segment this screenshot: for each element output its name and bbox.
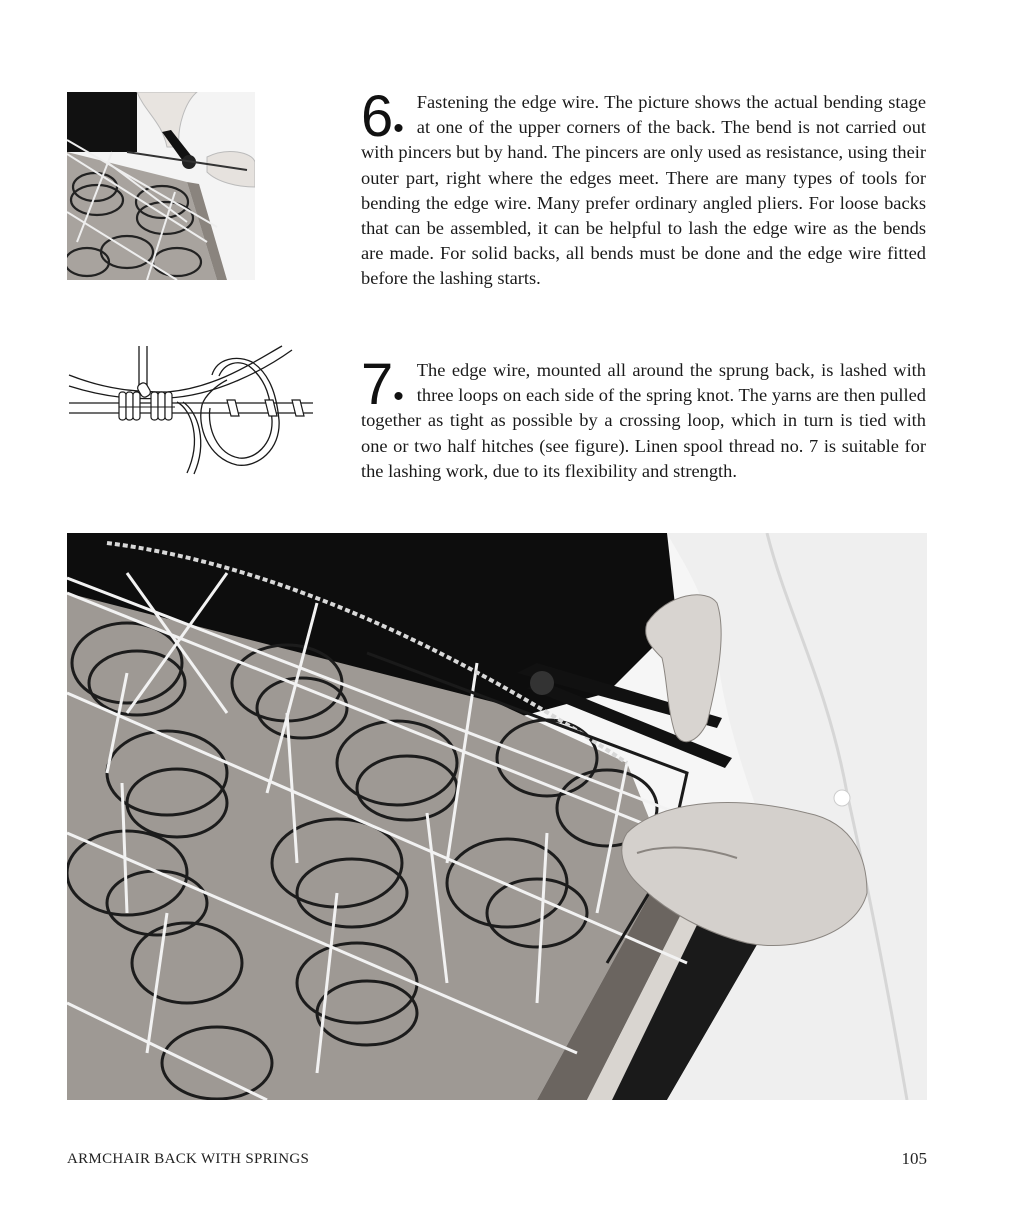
step-7-text: The edge wire, mounted all around the sprung back, is lashed with three loops on each side of the spring knot. The yarns are then pulled together as tight as possible by a crossing loop, which in turn is tied with one or two half hitches (see figure). Linen spool thread no. 7 is suitable for the lashing work, due to its flexibility and strength.: [361, 360, 926, 481]
knot-diagram: [67, 340, 315, 476]
step-6-text: Fastening the edge wire. The picture shows the actual bending stage at one of the upper corners of the back. The bend is not carried out with pincers but by hand. The pincers are only used as resistance, using their outer part, right where the edges meet. There are many types of tools for bending the edge wire. Many prefer ordinary angled pliers. For loose backs that can be assembled, it can be helpful to lash the edge wire as the bends are made. For solid backs, all bends must be done and the edge wire fitted before the lashing starts.: [361, 92, 926, 289]
running-title: ARMCHAIR BACK WITH SPRINGS: [67, 1151, 310, 1167]
large-photo-illustration: [67, 533, 927, 1100]
small-photo-illustration: [67, 92, 255, 280]
knot-diagram-illustration: [67, 340, 315, 476]
step-6: [361, 84, 926, 292]
large-photo-sprung-back: [67, 533, 927, 1100]
step-7-number: 7•: [361, 352, 403, 417]
step-7: [361, 352, 926, 484]
page-number: 105: [901, 1149, 927, 1168]
step-6-number: 6•: [361, 84, 403, 149]
small-photo-pincers: [67, 92, 255, 280]
